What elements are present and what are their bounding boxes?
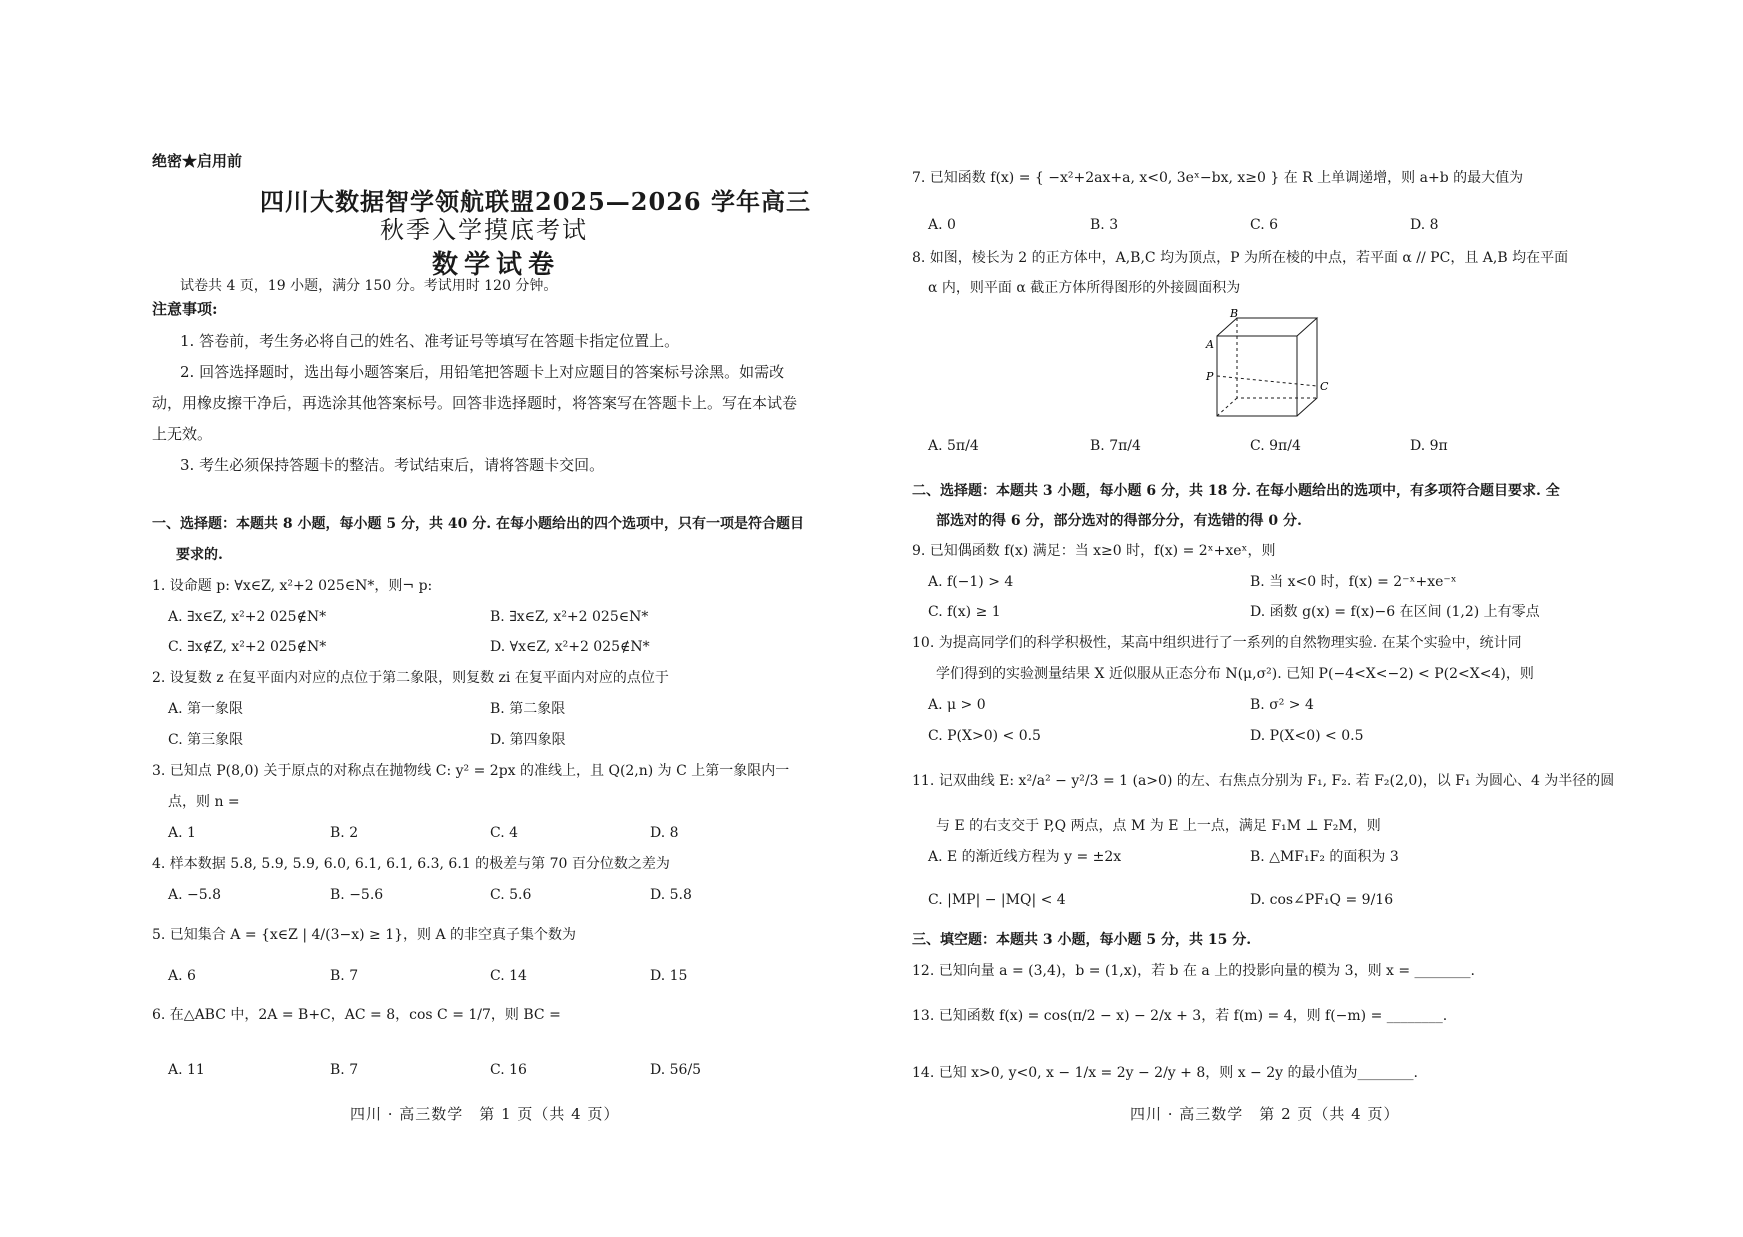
q4-option-a: A. −5.8 (168, 887, 222, 903)
exam-title-line2: 秋季入学摸底考试 (380, 216, 588, 244)
question-14: 14. 已知 x>0, y<0, x − 1/x = 2y − 2/y + 8，则 x − 2y 的最小值为________. (912, 1065, 1418, 1081)
question-7: 7. 已知函数 f(x) = { −x²+2ax+a, x<0, 3eˣ−bx, x≥0 } 在 R 上单调递增，则 a+b 的最大值为 (912, 170, 1524, 186)
question-11-cont: 与 E 的右支交于 P,Q 两点，点 M 为 E 上一点，满足 F₁M ⊥ F₂M，则 (936, 818, 1381, 834)
question-3: 3. 已知点 P(8,0) 关于原点的对称点在抛物线 C: y² = 2px 的准线上，且 Q(2,n) 为 C 上第一象限内一 (152, 763, 790, 779)
section2-heading: 二、选择题：本题共 3 小题，每小题 6 分，共 18 分. 在每小题给出的选项中，有多项符合题目要求. 全 (912, 483, 1560, 499)
q4-option-d: D. 5.8 (650, 887, 692, 903)
q1-option-b: B. ∃x∈Z, x²+2 025∈N* (490, 609, 649, 625)
question-1: 1. 设命题 p: ∀x∈Z, x²+2 025∈N*，则¬ p: (152, 578, 433, 594)
q7-option-a: A. 0 (928, 217, 956, 233)
note-2b: 动，用橡皮擦干净后，再选涂其他答案标号。回答非选择题时，将答案写在答题卡上。写在本试卷 (152, 394, 798, 412)
page-footer-2: 四川 · 高三数学 第 2 页（共 4 页） (1130, 1105, 1400, 1123)
q2-option-a: A. 第一象限 (168, 701, 244, 717)
q8-option-b: B. 7π/4 (1090, 438, 1141, 454)
cube-figure (1200, 308, 1340, 418)
section1-heading-cont: 要求的. (176, 547, 223, 563)
q6-option-b: B. 7 (330, 1062, 359, 1078)
cube-label-b: B (1230, 308, 1239, 320)
segment-pc (1217, 376, 1317, 386)
q10-option-b: B. σ² > 4 (1250, 697, 1314, 713)
q3-option-d: D. 8 (650, 825, 679, 841)
q2-option-d: D. 第四象限 (490, 732, 566, 748)
exam-intro: 试卷共 4 页，19 小题，满分 150 分。考试用时 120 分钟。 (180, 278, 558, 294)
question-6: 6. 在△ABC 中，2A = B+C，AC = 8，cos C = 1/7，则 BC = (152, 1007, 561, 1023)
q3-option-b: B. 2 (330, 825, 359, 841)
secret-label: 绝密★启用前 (152, 152, 243, 170)
q10-option-c: C. P(X>0) < 0.5 (928, 728, 1041, 744)
q2-option-c: C. 第三象限 (168, 732, 244, 748)
q9-option-a: A. f(−1) > 4 (928, 574, 1014, 590)
q5-option-b: B. 7 (330, 968, 359, 984)
section1-heading: 一、选择题：本题共 8 小题，每小题 5 分，共 40 分. 在每小题给出的四个选项中，只有一项是符合题目 (152, 516, 804, 532)
question-4: 4. 样本数据 5.8, 5.9, 5.9, 6.0, 6.1, 6.1, 6.3, 6.1 的极差与第 70 百分位数之差为 (152, 856, 670, 872)
q7-option-c: C. 6 (1250, 217, 1279, 233)
question-3-cont: 点，则 n = (168, 794, 240, 810)
question-11: 11. 记双曲线 E: x²/a² − y²/3 = 1 (a>0) 的左、右焦点分别为 F₁, F₂. 若 F₂(2,0)，以 F₁ 为圆心、4 为半径的圆 (912, 773, 1615, 789)
question-5: 5. 已知集合 A = {x∈Z | 4/(3−x) ≥ 1}，则 A 的非空真子集个数为 (152, 927, 577, 943)
question-10: 10. 为提高同学们的科学积极性，某高中组织进行了一系列的自然物理实验. 在某个实验中，统计同 (912, 635, 1522, 651)
q1-option-a: A. ∃x∈Z, x²+2 025∉N* (168, 609, 327, 625)
q7-option-b: B. 3 (1090, 217, 1119, 233)
note-2c: 上无效。 (152, 425, 213, 443)
note-1: 1. 答卷前，考生务必将自己的姓名、准考证号等填写在答题卡指定位置上。 (180, 332, 680, 350)
q10-option-a: A. μ > 0 (928, 697, 986, 713)
q9-option-b: B. 当 x<0 时，f(x) = 2⁻ˣ+xe⁻ˣ (1250, 574, 1457, 590)
q7-option-d: D. 8 (1410, 217, 1439, 233)
q1-option-d: D. ∀x∈Z, x²+2 025∉N* (490, 639, 650, 655)
q11-option-a: A. E 的渐近线方程为 y = ±2x (928, 849, 1122, 865)
q1-option-c: C. ∃x∉Z, x²+2 025∉N* (168, 639, 327, 655)
note-3: 3. 考生必须保持答题卡的整洁。考试结束后，请将答题卡交回。 (180, 456, 605, 474)
cube-front-face (1217, 336, 1297, 416)
q8-option-a: A. 5π/4 (928, 438, 979, 454)
q4-option-b: B. −5.6 (330, 887, 384, 903)
q9-option-d: D. 函数 g(x) = f(x)−6 在区间 (1,2) 上有零点 (1250, 604, 1540, 620)
question-8-cont: α 内，则平面 α 截正方体所得图形的外接圆面积为 (928, 280, 1241, 296)
cube-top-edges (1217, 318, 1317, 336)
section3-heading: 三、填空题：本题共 3 小题，每小题 5 分，共 15 分. (912, 932, 1252, 948)
question-10-cont: 学们得到的实验测量结果 X 近似服从正态分布 N(μ,σ²). 已知 P(−4<X<−2) < P(2<X<4)，则 (936, 666, 1534, 682)
cube-label-p: P (1206, 370, 1214, 383)
question-8: 8. 如图，棱长为 2 的正方体中，A,B,C 均为顶点，P 为所在棱的中点，若平面 α // PC，且 A,B 均在平面 (912, 250, 1569, 266)
exam-subject-title: 数学试卷 (432, 250, 561, 280)
cube-hidden-edge-diag (1217, 398, 1237, 416)
page-footer-1: 四川 · 高三数学 第 1 页（共 4 页） (350, 1105, 620, 1123)
q2-option-b: B. 第二象限 (490, 701, 566, 717)
q3-option-a: A. 1 (168, 825, 196, 841)
q6-option-d: D. 56/5 (650, 1062, 702, 1078)
q11-option-c: C. |MP| − |MQ| < 4 (928, 892, 1066, 908)
q6-option-a: A. 11 (168, 1062, 205, 1078)
question-12: 12. 已知向量 a = (3,4)，b = (1,x)，若 b 在 a 上的投影向量的模为 3，则 x = ________. (912, 963, 1475, 979)
cube-hidden-edges (1237, 318, 1317, 398)
q5-option-a: A. 6 (168, 968, 196, 984)
question-13: 13. 已知函数 f(x) = cos(π/2 − x) − 2/x + 3，若 f(m) = 4，则 f(−m) = ________. (912, 1008, 1448, 1024)
q6-option-c: C. 16 (490, 1062, 527, 1078)
right-page (910, 0, 1615, 1237)
cube-label-c: C (1320, 380, 1329, 393)
question-9: 9. 已知偶函数 f(x) 满足：当 x≥0 时，f(x) = 2ˣ+xeˣ，则 (912, 543, 1276, 559)
q5-option-d: D. 15 (650, 968, 688, 984)
q4-option-c: C. 5.6 (490, 887, 532, 903)
exam-title-line1: 四川大数据智学领航联盟2025—2026 学年高三 (260, 187, 811, 216)
q8-option-c: C. 9π/4 (1250, 438, 1301, 454)
q8-option-d: D. 9π (1410, 438, 1448, 454)
question-2: 2. 设复数 z 在复平面内对应的点位于第二象限，则复数 zi 在复平面内对应的点位于 (152, 670, 669, 686)
q10-option-d: D. P(X<0) < 0.5 (1250, 728, 1364, 744)
q3-option-c: C. 4 (490, 825, 519, 841)
q5-option-c: C. 14 (490, 968, 527, 984)
note-2a: 2. 回答选择题时，选出每小题答案后，用铅笔把答题卡上对应题目的答案标号涂黑。如需改 (180, 363, 785, 381)
notes-heading: 注意事项: (152, 300, 218, 318)
q11-option-d: D. cos∠PF₁Q = 9/16 (1250, 892, 1394, 908)
cube-label-a: A (1206, 338, 1214, 351)
q9-option-c: C. f(x) ≥ 1 (928, 604, 1001, 620)
q11-option-b: B. △MF₁F₂ 的面积为 3 (1250, 849, 1399, 865)
left-page (150, 0, 830, 1237)
section2-heading-cont: 部选对的得 6 分，部分选对的得部分分，有选错的得 0 分. (936, 513, 1302, 529)
